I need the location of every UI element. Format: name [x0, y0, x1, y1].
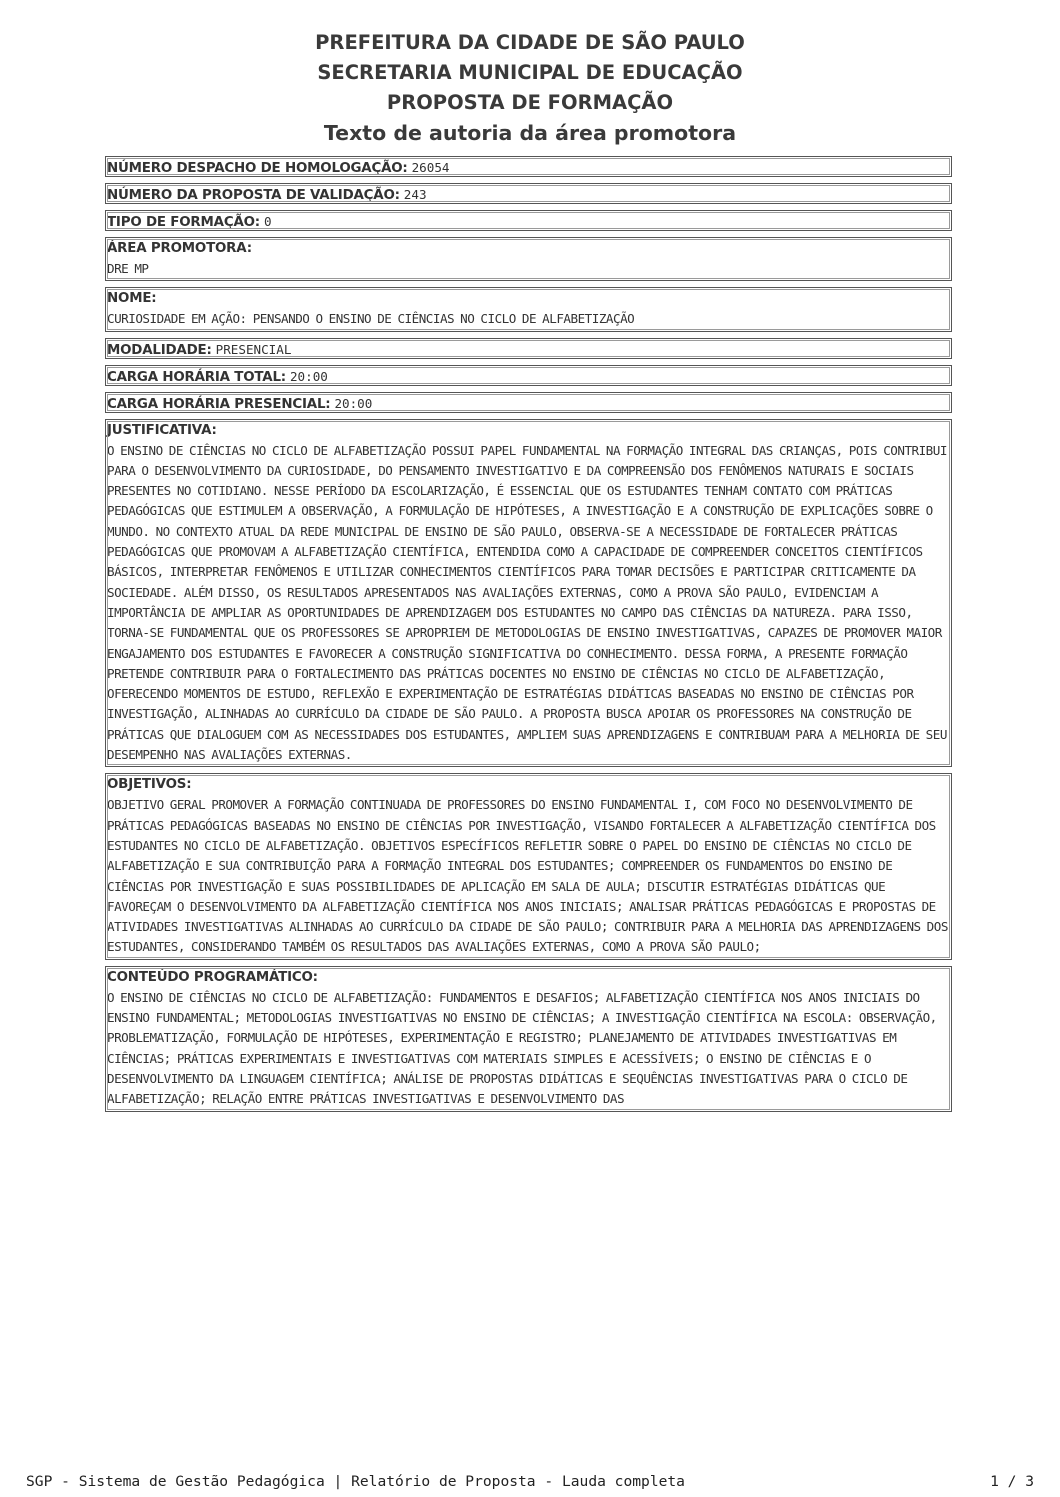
field-area: [105, 237, 952, 281]
footer-system-name: SGP - Sistema de Gestão Pedagógica | Relatório de Proposta - Lauda completa: [26, 1473, 685, 1490]
field-label: NÚMERO DESPACHO DE HOMOLOGAÇÃO:: [107, 161, 408, 176]
field-carga-total: [105, 365, 952, 386]
field-nome: [105, 287, 952, 331]
header-authorship: Texto de autoria da área promotora: [323, 121, 737, 145]
proposal-fields: [105, 156, 952, 1118]
field-label: MODALIDADE:: [107, 342, 212, 358]
field-label: OBJETIVOS:: [107, 777, 192, 793]
field-label: NÚMERO DA PROPOSTA DE VALIDAÇÃO:: [107, 188, 400, 203]
field-value: 26054: [411, 160, 450, 175]
field-value: 0: [263, 214, 272, 229]
field-label: NOME:: [107, 291, 157, 307]
field-value: O ENSINO DE CIÊNCIAS NO CICLO DE ALFABETIZAÇÃO: FUNDAMENTOS E DESAFIOS; ALFABETIZAÇÃO CIENTÍFICA NOS ANOS INICIAIS DO ENSINO FUNDAMENTAL; METODOLOGIAS INVESTIGATIVAS NO ENSINO DE CIÊNCIAS; A INVESTIGAÇÃO CIENTÍFICA NA ESCOLA: OBSERVAÇÃO, PROBLEMATIZAÇÃO, FORMULAÇÃO DE HIPÓTESES, EXPERIMENTAÇÃO E REGISTRO; PLANEJAMENTO DE ATIVIDADES INVESTIGATIVAS EM CIÊNCIAS; PRÁTICAS EXPERIMENTAIS E INVESTIGATIVAS COM MATERIAIS SIMPLES E ACESSÍVEIS; O ENSINO DE CIÊNCIAS E O DESENVOLVIMENTO DA LINGUAGEM CIENTÍFICA; ANÁLISE DE PROPOSTAS DIDÁTICAS E SEQUÊNCIAS INVESTIGATIVAS PARA O CICLO DE ALFABETIZAÇÃO; RELAÇÃO ENTRE PRÁTICAS INVESTIGATIVAS E DESENVOLVIMENTO DAS: [107, 989, 937, 1107]
field-label: CARGA HORÁRIA PRESENCIAL:: [107, 396, 331, 412]
header-city: PREFEITURA DA CIDADE DE SÃO PAULO: [315, 31, 745, 54]
field-justificativa: [105, 419, 952, 768]
page-number: 1 / 3: [990, 1473, 1034, 1490]
field-label: ÁREA PROMOTORA:: [107, 241, 252, 256]
field-value: 243: [403, 187, 427, 202]
field-label: CONTEÚDO PROGRAMÁTICO:: [107, 969, 318, 985]
field-value: O ENSINO DE CIÊNCIAS NO CICLO DE ALFABETIZAÇÃO POSSUI PAPEL FUNDAMENTAL NA FORMAÇÃO INTEGRAL DAS CRIANÇAS, POIS CONTRIBUI PARA O DESENVOLVIMENTO DA CURIOSIDADE, DO PENSAMENTO INVESTIGATIVO E DA COMPREENSÃO DOS FENÔMENOS NATURAIS E SOCIAIS PRESENTES NO COTIDIANO. NESSE PERÍODO DA ESCOLARIZAÇÃO, É ESSENCIAL QUE OS ESTUDANTES TENHAM CONTATO COM PRÁTICAS PEDAGÓGICAS QUE ESTIMULEM A OBSERVAÇÃO, A FORMULAÇÃO DE HIPÓTESES, A INVESTIGAÇÃO E A CONSTRUÇÃO DE EXPLICAÇÕES SOBRE O MUNDO. NO CONTEXTO ATUAL DA REDE MUNICIPAL DE ENSINO DE SÃO PAULO, OBSERVA-SE A NECESSIDADE DE FORTALECER PRÁTICAS PEDAGÓGICAS QUE PROMOVAM A ALFABETIZAÇÃO CIENTÍFICA, ENTENDIDA COMO A CAPACIDADE DE COMPREENDER CONCEITOS CIENTÍFICOS BÁSICOS, INTERPRETAR FENÔMENOS E UTILIZAR CONHECIMENTOS CIENTÍFICOS PARA TOMAR DECISÕES E PARTICIPAR CRITICAMENTE DA SOCIEDADE. ALÉM DISSO, OS RESULTADOS APRESENTADOS NAS AVALIAÇÕES EXTERNAS, COMO A PROVA SÃO PAULO, EVIDENCIAM A IMPORTÂNCIA DE AMPLIAR AS OPORTUNIDADES DE APRENDIZAGEM DOS ESTUDANTES NO CAMPO DAS CIÊNCIAS DA NATUREZA. PARA ISSO, TORNA-SE FUNDAMENTAL QUE OS PROFESSORES SE APROPRIEM DE METODOLOGIAS DE ENSINO INVESTIGATIVAS, CAPAZES DE PROMOVER MAIOR ENGAJAMENTO DOS ESTUDANTES E FAVORECER A CONSTRUÇÃO SIGNIFICATIVA DO CONHECIMENTO. DESSA FORMA, A PRESENTE FORMAÇÃO PRETENDE CONTRIBUIR PARA O FORTALECIMENTO DAS PRÁTICAS DOCENTES NO ENSINO DE CIÊNCIAS NO CICLO DE ALFABETIZAÇÃO, OFERECENDO MOMENTOS DE ESTUDO, REFLEXÃO E EXPERIMENTAÇÃO DE ESTRATÉGIAS DIDÁTICAS BASEADAS NO ENSINO DE CIÊNCIAS POR INVESTIGAÇÃO, ALINHADAS AO CURRÍCULO DA CIDADE DE SÃO PAULO. A PROPOSTA BUSCA APOIAR OS PROFESSORES NA CONSTRUÇÃO DE PRÁTICAS QUE DIALOGUEM COM AS NECESSIDADES DOS ESTUDANTES, AMPLIEM SUAS APRENDIZAGENS E CONTRIBUAM PARA A MELHORIA DE SEU DESEMPENHO NAS AVALIAÇÕES EXTERNAS.: [107, 442, 947, 763]
field-carga-presencial: [105, 392, 952, 413]
field-value: 20:00: [289, 368, 328, 384]
field-tipo: [105, 210, 952, 231]
field-modalidade: [105, 338, 952, 359]
field-proposta: [105, 183, 952, 204]
field-value: CURIOSIDADE EM AÇÃO: PENSANDO O ENSINO DE CIÊNCIAS NO CICLO DE ALFABETIZAÇÃO: [107, 311, 635, 327]
field-value: PRESENCIAL: [215, 341, 292, 357]
field-value: 20:00: [334, 395, 373, 411]
field-label: TIPO DE FORMAÇÃO:: [107, 215, 260, 230]
field-value: OBJETIVO GERAL PROMOVER A FORMAÇÃO CONTINUADA DE PROFESSORES DO ENSINO FUNDAMENTAL I, COM FOCO NO DESENVOLVIMENTO DE PRÁTICAS PEDAGÓGICAS BASEADAS NO ENSINO DE CIÊNCIAS POR INVESTIGAÇÃO, VISANDO FORTALECER A ALFABETIZAÇÃO CIENTÍFICA DOS ESTUDANTES NO CICLO DE ALFABETIZAÇÃO. OBJETIVOS ESPECÍFICOS REFLETIR SOBRE O PAPEL DO ENSINO DE CIÊNCIAS NO CICLO DE ALFABETIZAÇÃO E SUA CONTRIBUIÇÃO PARA A FORMAÇÃO INTEGRAL DOS ESTUDANTES; COMPREENDER OS FUNDAMENTOS DO ENSINO DE CIÊNCIAS POR INVESTIGAÇÃO E SUAS POSSIBILIDADES DE APLICAÇÃO EM SALA DE AULA; DISCUTIR ESTRATÉGIAS DIDÁTICAS QUE FAVOREÇAM O DESENVOLVIMENTO DA ALFABETIZAÇÃO CIENTÍFICA NOS ANOS INICIAIS; ANALISAR PRÁTICAS PEDAGÓGICAS E PROPOSTAS DE ATIVIDADES INVESTIGATIVAS ALINHADAS AO CURRÍCULO DA CIDADE DE SÃO PAULO; CONTRIBUIR PARA A MELHORIA DAS APRENDIZAGENS DOS ESTUDANTES, CONSIDERANDO TAMBÉM OS RESULTADOS DAS AVALIAÇÕES EXTERNAS, COMO A PROVA SÃO PAULO;: [107, 797, 948, 955]
header-secretaria: SECRETARIA MUNICIPAL DE EDUCAÇÃO: [317, 61, 743, 84]
field-conteudo: [105, 966, 952, 1112]
field-label: CARGA HORÁRIA TOTAL:: [107, 369, 286, 385]
document-header: [0, 28, 1060, 148]
field-label: JUSTIFICATIVA:: [107, 422, 217, 438]
field-despacho: [105, 156, 952, 177]
field-value: DRE MP: [107, 261, 149, 276]
field-objetivos: [105, 773, 952, 959]
header-proposta: PROPOSTA DE FORMAÇÃO: [386, 91, 674, 114]
